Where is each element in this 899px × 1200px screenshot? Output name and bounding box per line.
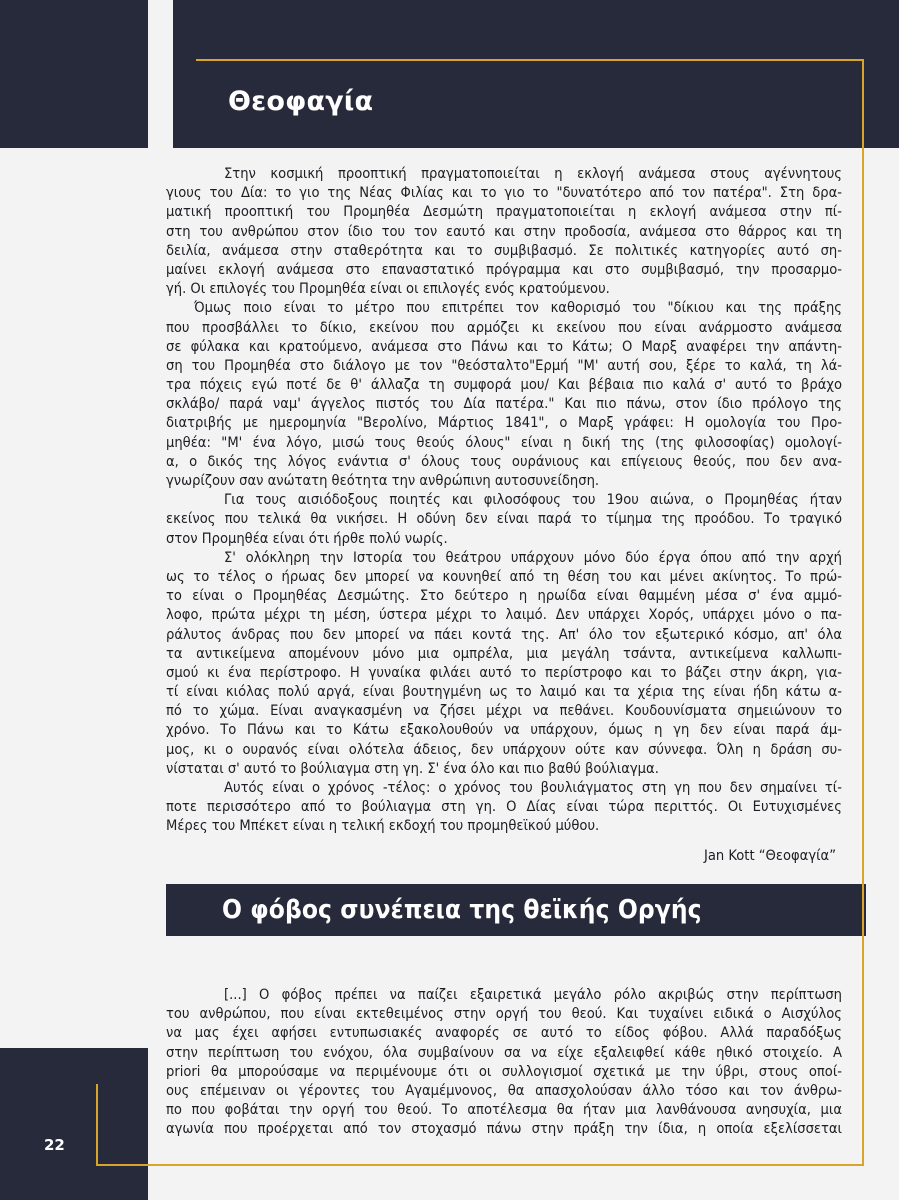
section-title-fovos: Ο φόβος συνέπεια της θεϊκής Οργής (222, 895, 702, 925)
text-line: πό το χώμα. Είναι αναγκασμένη να ζήσει μέχρι να πεθάνει. Κουδουνίσματα σημειώνουν το (166, 702, 842, 720)
text-line: που προσβάλλει το δίκιο, εκείνου που αρμόζει κι εκείνου που είναι ανάρμοστο ανάμεσα (166, 318, 842, 336)
attribution: Jan Kott “Θεοφαγία” (703, 846, 836, 864)
page-number: 22 (44, 1136, 65, 1154)
text-line: χρόνο. Το Πάνω και το Κάτω εξακολουθούν να υπάρχουν, όμως η γη δεν είναι παρά άμ- (166, 721, 842, 739)
text-line: ως το τέλος ο ήρωας δεν μπορεί να κουνηθεί από τη θέση του και μένει ακίνητος. Το πρώ- (166, 567, 842, 585)
frame-line-top (196, 59, 864, 61)
bottom-left-block (0, 1048, 148, 1200)
text-line: να μας έχει αφήσει εντυπωσιακές αναφορές σε αυτό το είδος φόβου. Αλλά παραδόξως (166, 1024, 842, 1042)
text-line: σμού κι ένα περίστροφο. Η γυναίκα φιλάει αυτό το περίστροφο και το βάζει στην άκρη, για- (166, 663, 842, 681)
title-banner-1 (173, 0, 899, 148)
text-line: ους επέμειναν οι γέροντες του Αγαμέμνονος, θα απασχολούσαν άλλο τόσο και τον άνθρω- (166, 1081, 842, 1099)
text-line: αγωνία που προέρχεται από τον στοχασμό πάνω στην πράξη την ίδια, η οποία εξελίσσεται (166, 1120, 842, 1138)
text-line: μηθέα: "Μ' ένα λόγο, μισώ τους θεούς όλους" είναι η δική της (της φιλοσοφίας) ομολογί- (166, 433, 842, 451)
text-line: λοφο, πρώτα μέχρι τη μέση, ύστερα μέχρι το λαιμό. Δεν υπάρχει Χορός, υπάρχει μόνο ο πα- (166, 606, 842, 624)
frame-line-right (862, 59, 864, 1165)
text-line: γή. Οι επιλογές του Προμηθέα είναι οι επιλογές ενός κρατούμενου. (166, 280, 610, 298)
article-body-2 (166, 985, 842, 1139)
text-line: Σ' ολόκληρη την Ιστορία του θεάτρου υπάρχουν μόνο δύο έργα όπου από την αρχή (224, 548, 842, 566)
text-line: [...] Ο φόβος πρέπει να παίζει εξαιρετικά μεγάλο ρόλο ακριβώς στην περίπτωση (224, 986, 842, 1003)
text-line: Για τους αισιόδοξους ποιητές και φιλοσόφους του 19ου αιώνα, ο Προμηθέας ήταν (224, 491, 842, 509)
text-line: νίσταται σ' αυτό το βούλιαγμα στη γη. Σ' ένα όλο και πιο βαθύ βούλιαγμα. (166, 759, 659, 777)
text-line: α, ο δικός της λόγος ενάντια σ' όλους τους ουράνιους και επίγειους θεούς, που δεν ανα- (166, 452, 842, 470)
text-line: Στην κοσμική προοπτική πραγματοποιείται η εκλογή ανάμεσα στους αγέννητους (224, 165, 842, 182)
text-line: εκείνος που τελικά θα νικήσει. Η οδύνη δεν είναι παρά το τίμημα της προόδου. Το τραγικό (166, 510, 842, 528)
frame-line-bottom (96, 1164, 864, 1166)
text-line: Όμως ποιο είναι το μέτρο που επιτρέπει τον καθορισμό του "δίκιου και της πράξης (194, 299, 842, 317)
text-line: Αυτός είναι ο χρόνος -τέλος: ο χρόνος του βουλιάγματος στη γη που δεν σημαίνει τί- (224, 779, 842, 796)
text-line: το είναι ο Προμηθέας Δεσμώτης. Στο δεύτερο η ηρωίδα είναι θαμμένη μέσα σ' ένα αμμό- (166, 587, 842, 605)
text-line: δειλία, ανάμεσα στην σταθερότητα και το συμβιβασμό. Σε πολιτικές κατηγορίες αυτό ση- (166, 241, 842, 259)
text-line: του ανθρώπου, που είναι εκτεθειμένος στην οργή του θεού. Και τυχαίνει ειδικά ο Αισχύλος (166, 1005, 842, 1023)
article-body-1 (166, 164, 842, 865)
text-line: τρα πόχεις εγώ ποτέ δε θ' άλλαζα τη συμφορά μου/ Και βέβαια πιο καλά σ' αυτό το βράχο (166, 376, 842, 394)
text-line: στην περίπτωση του ενόχου, όλα συμβαίνουν σα να είχε εξαλειφθεί κάθε ηθικό στοιχείο. Α (166, 1043, 842, 1061)
text-line: τί είναι κιόλας πολύ αργά, είναι βουτηγμένη ως το λαιμό και τα χέρια της είναι ήδη κάτω α- (166, 683, 842, 701)
section-title-theofagia: Θεοφαγία (228, 86, 374, 117)
text-line: μος, κι ο ουρανός είναι ολότελα άδειος, δεν υπάρχουν ούτε καν σύννεφα. Όλη η δράση συ- (166, 740, 842, 758)
text-line: ση του Προμηθέα στο διάλογο με τον "θεόσταλτο"Ερμή "Μ' αυτή σου, ξέρε το καλά, τη λά- (166, 356, 842, 374)
text-line: ράλυτος άνδρας που δεν μπορεί να πάει κοντά της. Απ' όλο τον εξωτερικό κόσμο, απ' όλα (166, 625, 842, 643)
text-line: διατριβής με ημερομηνία "Βερολίνο, Μάρτιος 1841", ο Μαρξ γράφει: Η ομολογία του Προ- (166, 414, 842, 432)
text-line: Μέρες του Μπέκετ είναι η τελική εκδοχή του προμηθεϊκού μύθου. (166, 817, 600, 835)
text-line: σκλάβο/ παρά ναμ' άγγελος πιστός του Δία πατέρα." Και πιο πάνω, στον ίδιο πρόλογο της (166, 395, 842, 413)
text-line: γιους του Δία: το γιο της Νέας Φιλίας και το γιο το "δυνατότερο από τον πατέρα". Στη δρα- (166, 184, 842, 202)
text-line: τα αντικείμενα απομένουν μόνο μια ομπρέλα, μια μεγάλη τσάντα, αντικείμενα καλλωπι- (166, 644, 842, 662)
text-line: στον Προμηθέα είναι ότι ήρθε πολύ νωρίς. (166, 529, 448, 547)
text-line: ματική προοπτική του Προμηθέα Δεσμώτη πραγματοποιείται η εκλογή ανάμεσα στην πί- (166, 203, 842, 221)
text-line: μαίνει εκλογή ανάμεσα στο επαναστατικό πρόγραμμα και στο συμβιβασμό, την προσαρμο- (166, 260, 842, 278)
frame-line-left (96, 1084, 98, 1166)
text-line: στη του ανθρώπου στον ίδιο του τον εαυτό και στην προδοσία, ανάμεσα στο θάρρος και τη (166, 222, 842, 240)
text-line: ποτε περισσότερο από το βούλιαγμα στη γη. Ο Δίας είναι τώρα περιττός. Οι Ευτυχισμένες (166, 798, 842, 816)
text-line: priori θα μπορούσαμε να περιμένουμε ότι οι συλλογισμοί σχετικά με την ύβρι, στους οποί- (166, 1062, 842, 1080)
top-left-block (0, 0, 148, 148)
text-line: γνωρίζουν σαν ανώτατη θεότητα την ανθρώπινη αυτοσυνείδηση. (166, 472, 600, 489)
text-line: πο που φοβάται την οργή του θεού. Το αποτέλεσμα θα ήταν μια λανθάνουσα ανησυχία, μια (166, 1101, 842, 1119)
text-line: σε φύλακα και κρατούμενο, ανάμεσα στο Πάνω και το Κάτω; Ο Μαρξ αναφέρει την απάντη- (166, 337, 842, 355)
